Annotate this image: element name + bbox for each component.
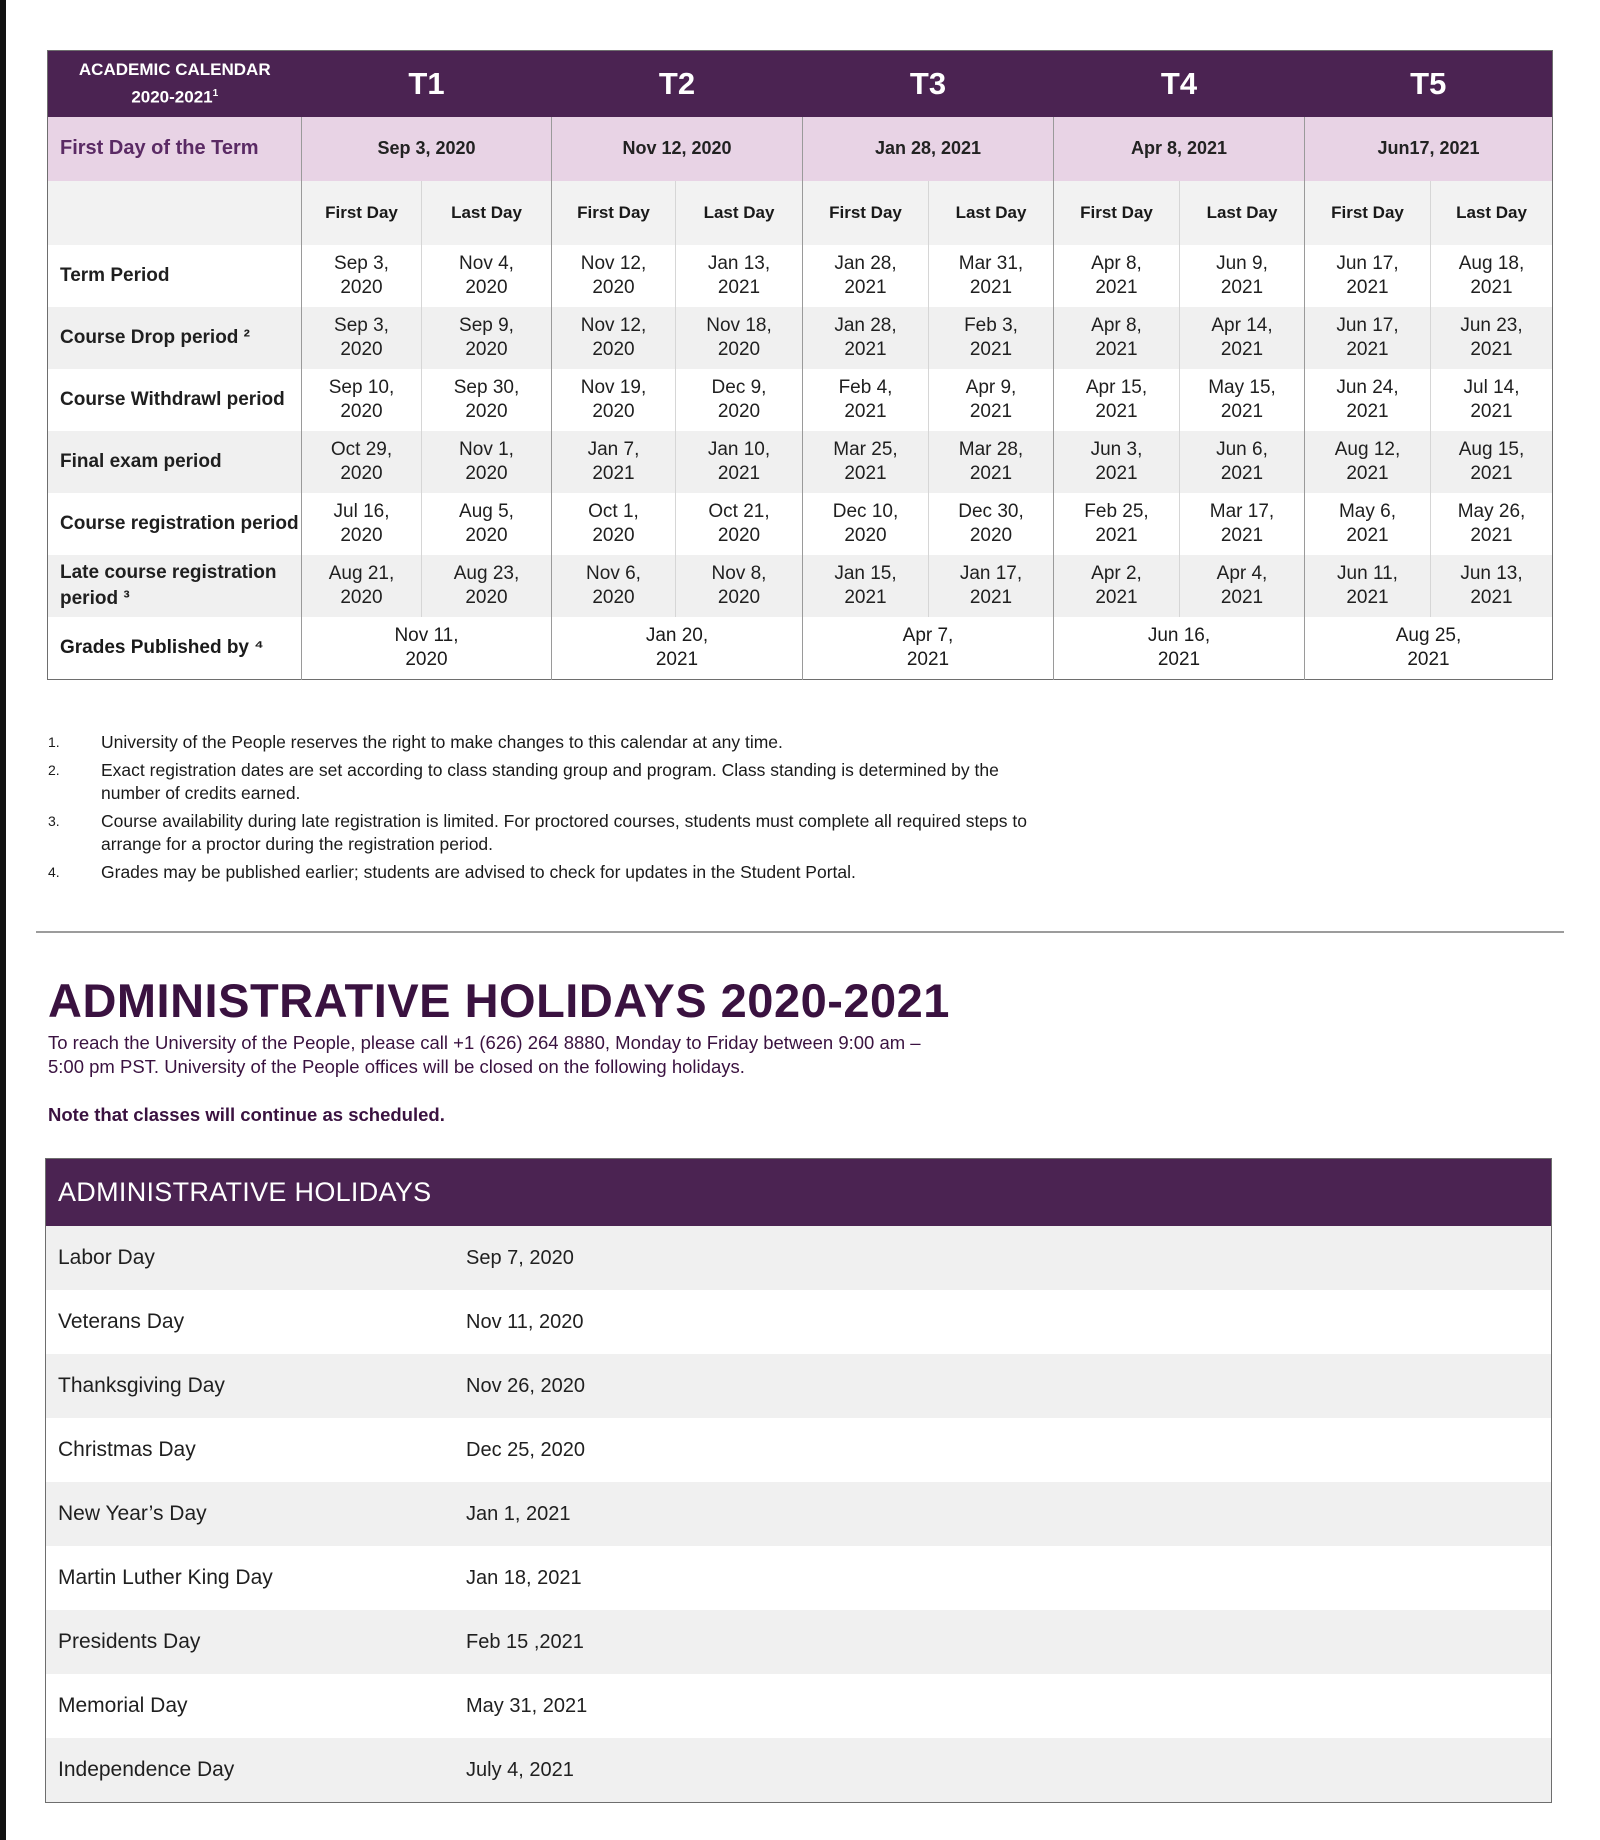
year-line: 2021 [1220, 586, 1264, 608]
row-label: Final exam period [48, 431, 302, 493]
year-line: 2021 [844, 462, 887, 484]
year-line: 2021 [1470, 338, 1513, 360]
first-day-label: First Day of the Term [60, 137, 259, 159]
year-line: 2020 [340, 586, 383, 608]
date-line: Jan 17, [959, 562, 1023, 584]
year-line: 2021 [1346, 276, 1389, 298]
year-line: 2020 [465, 462, 508, 484]
subheader-blank [48, 181, 302, 245]
footnote-number: 3. [48, 813, 60, 829]
calendar-title-line1: ACADEMIC CALENDAR [78, 59, 271, 79]
year-line: 2020 [340, 400, 383, 422]
year-line: 2020 [340, 524, 383, 546]
term-heading: T3 [909, 65, 947, 101]
year-line: 2021 [1095, 400, 1138, 422]
date-line: Oct 21, [708, 500, 770, 522]
first-last-subheader-row [48, 181, 1553, 245]
holiday-date: Nov 26, 2020 [466, 1374, 585, 1397]
date-line: May 6, [1338, 500, 1397, 522]
holiday-row [46, 1674, 1551, 1738]
holidays-table-header: ADMINISTRATIVE HOLIDAYS [46, 1159, 1551, 1226]
year-line: 2021 [1095, 276, 1138, 298]
year-line: 2020 [592, 400, 635, 422]
year-line: 2021 [592, 462, 635, 484]
holiday-date: Nov 11, 2020 [466, 1310, 584, 1333]
year-line: 2021 [1095, 524, 1138, 546]
date-cell [552, 245, 676, 307]
date-cell [1180, 369, 1305, 431]
year-line: 2021 [844, 586, 887, 608]
date-cell [803, 493, 929, 555]
year-line: 2020 [717, 338, 761, 360]
holiday-row [46, 1290, 1551, 1354]
first-day-value: Jan 28, 2021 [803, 117, 1054, 181]
holiday-name: Presidents Day [58, 1630, 201, 1653]
year-line: 2021 [1470, 276, 1513, 298]
holiday-row [46, 1418, 1551, 1482]
year-line: 2021 [844, 276, 887, 298]
year-line: 2020 [465, 338, 508, 360]
year-line: 2021 [1470, 400, 1513, 422]
date-cell [929, 431, 1054, 493]
date-cell [1305, 245, 1431, 307]
date-line: Jan 13, [707, 252, 771, 274]
term-heading: T4 [1160, 65, 1198, 101]
date-line: Sep 9, [459, 314, 514, 336]
year-line: 2021 [1407, 648, 1450, 670]
year-line: 2021 [1346, 462, 1389, 484]
footnotes [48, 731, 1048, 889]
date-cell [1054, 493, 1180, 555]
date-line: Apr 14, [1211, 314, 1273, 336]
date-line: Mar 31, [958, 252, 1024, 274]
date-line: Aug 25, [1395, 624, 1462, 646]
date-cell [1431, 245, 1553, 307]
date-line: Mar 25, [833, 438, 898, 460]
year-line: 2021 [717, 276, 761, 298]
date-cell [302, 431, 422, 493]
date-cell [1180, 307, 1305, 369]
term-heading: T5 [1410, 65, 1447, 101]
date-line: Jan 28, [834, 252, 897, 274]
calendar-row [48, 493, 1553, 555]
admin-holidays-intro: To reach the University of the People, please call +1 (626) 264 8880, Monday to Friday between 9:00 am – 5:00 pm PST. University of the People offices will be closed on the following holidays. [48, 1032, 921, 1077]
date-line: Sep 30, [453, 376, 520, 398]
year-line: 2020 [717, 524, 761, 546]
date-cell [1431, 493, 1553, 555]
date-cell [1431, 555, 1553, 617]
holiday-name: Independence Day [58, 1758, 235, 1781]
footnote-number: 2. [48, 762, 60, 778]
date-line: Jun 13, [1460, 562, 1523, 584]
date-cell [929, 369, 1054, 431]
date-line: Jan 20, [645, 624, 709, 646]
date-cell [676, 245, 803, 307]
academic-calendar-table [47, 50, 1553, 680]
date-cell [552, 555, 676, 617]
year-line: 2021 [844, 338, 887, 360]
year-line: 2020 [465, 524, 508, 546]
date-cell [422, 555, 552, 617]
first-day-subheader: First Day [1054, 181, 1180, 245]
date-line: Nov 12, [580, 314, 647, 336]
date-cell [302, 307, 422, 369]
holiday-date: Feb 15 ,2021 [466, 1630, 584, 1653]
grades-label: Grades Published by ⁴ [48, 617, 302, 680]
date-line: Jun 6, [1216, 438, 1268, 460]
year-line: 2021 [906, 648, 950, 670]
footnote-number: 1. [48, 734, 60, 750]
date-cell [929, 245, 1054, 307]
first-day-value: Jun17, 2021 [1305, 117, 1553, 181]
year-line: 2020 [844, 524, 887, 546]
date-line: Dec 10, [832, 500, 899, 522]
calendar-header-row [48, 51, 1553, 117]
date-cell [422, 307, 552, 369]
footnote [48, 759, 1048, 805]
date-cell [552, 369, 676, 431]
date-line: Nov 1, [459, 438, 514, 460]
year-line: 2021 [1470, 524, 1513, 546]
holiday-date: Sep 7, 2020 [466, 1246, 574, 1269]
first-day-value: Sep 3, 2020 [302, 117, 552, 181]
grades-cell [302, 617, 552, 680]
last-day-subheader: Last Day [422, 181, 552, 245]
footnote-text: Course availability during late registration is limited. For proctored courses, students must complete all required steps to arrange for a proctor during the registration period. [101, 811, 1027, 854]
date-line: Nov 8, [711, 562, 767, 584]
year-line: 2020 [405, 648, 448, 670]
footnote [48, 810, 1048, 856]
date-cell [1305, 493, 1431, 555]
date-line: May 26, [1457, 500, 1526, 522]
first-day-value: Nov 12, 2020 [552, 117, 803, 181]
date-line: Jun 23, [1460, 314, 1523, 336]
date-line: Apr 8, [1091, 314, 1142, 336]
date-line: Jun 17, [1336, 314, 1399, 336]
date-cell [1054, 369, 1180, 431]
date-cell [676, 431, 803, 493]
date-line: Jun 24, [1336, 376, 1399, 398]
calendar-title-footnote-ref: 1 [212, 87, 219, 99]
calendar-row [48, 369, 1553, 431]
grades-cell [552, 617, 803, 680]
row-label: Course registration period [48, 493, 302, 555]
date-cell [803, 555, 929, 617]
date-cell [1431, 431, 1553, 493]
date-cell [803, 245, 929, 307]
date-line: Jun 11, [1337, 562, 1398, 584]
calendar-title-line2: 2020-2021 [131, 87, 213, 107]
year-line: 2020 [592, 276, 635, 298]
year-line: 2020 [592, 338, 635, 360]
year-line: 2021 [1470, 586, 1513, 608]
date-line: Sep 10, [328, 376, 395, 398]
date-line: Nov 18, [706, 314, 772, 336]
holiday-name: Christmas Day [58, 1438, 196, 1461]
date-line: Nov 19, [580, 376, 647, 398]
year-line: 2021 [655, 648, 699, 670]
footnote-text: Exact registration dates are set according to class standing group and program. Class standing is determined by the number of credits earned. [101, 760, 999, 803]
date-cell [1054, 245, 1180, 307]
calendar-row [48, 431, 1553, 493]
year-line: 2020 [340, 338, 383, 360]
holiday-date: Jan 18, 2021 [466, 1566, 582, 1589]
last-day-subheader: Last Day [929, 181, 1054, 245]
date-line: Apr 8, [1091, 252, 1142, 274]
year-line: 2021 [1346, 338, 1389, 360]
date-line: Jul 14, [1463, 376, 1520, 398]
date-line: Dec 30, [958, 500, 1024, 522]
date-line: Jan 28, [834, 314, 897, 336]
row-label: Course Withdrawl period [48, 369, 302, 431]
date-line: Aug 21, [328, 562, 395, 584]
last-day-subheader: Last Day [1180, 181, 1305, 245]
year-line: 2021 [1220, 462, 1264, 484]
date-cell [1054, 555, 1180, 617]
term-heading: T1 [408, 65, 445, 101]
date-line: Sep 3, [334, 252, 389, 274]
row-label: Late course registration period ³ [48, 555, 302, 617]
date-cell [929, 307, 1054, 369]
date-line: Jan 7, [587, 438, 640, 460]
date-line: Aug 23, [453, 562, 520, 584]
year-line: 2021 [1095, 586, 1138, 608]
date-cell [1180, 555, 1305, 617]
date-line: Aug 15, [1458, 438, 1525, 460]
year-line: 2021 [1157, 648, 1201, 670]
date-cell [676, 369, 803, 431]
calendar-row [48, 245, 1553, 307]
year-line: 2021 [1095, 338, 1138, 360]
holiday-row [46, 1546, 1551, 1610]
date-cell [803, 431, 929, 493]
date-cell [1431, 307, 1553, 369]
date-line: Apr 15, [1085, 376, 1148, 398]
date-cell [1305, 431, 1431, 493]
year-line: 2020 [465, 276, 508, 298]
date-cell [1305, 555, 1431, 617]
date-line: Nov 4, [459, 252, 514, 274]
date-cell [552, 307, 676, 369]
date-cell [422, 431, 552, 493]
first-day-subheader: First Day [1305, 181, 1431, 245]
date-cell [676, 493, 803, 555]
date-cell [552, 493, 676, 555]
admin-holidays-note: Note that classes will continue as scheduled. [48, 1104, 445, 1125]
date-cell [803, 307, 929, 369]
date-cell [1305, 369, 1431, 431]
holiday-date: Jan 1, 2021 [466, 1502, 571, 1525]
year-line: 2021 [1220, 524, 1264, 546]
date-line: Oct 29, [330, 438, 393, 460]
year-line: 2021 [1470, 462, 1513, 484]
date-line: Apr 4, [1216, 562, 1268, 584]
date-line: Jun 9, [1216, 252, 1268, 274]
holiday-date: May 31, 2021 [466, 1694, 588, 1717]
calendar-row [48, 555, 1553, 617]
holiday-row [46, 1610, 1551, 1674]
first-day-value: Apr 8, 2021 [1054, 117, 1305, 181]
date-cell [929, 493, 1054, 555]
year-line: 2021 [969, 338, 1013, 360]
year-line: 2020 [340, 276, 383, 298]
year-line: 2020 [717, 586, 761, 608]
date-cell [1180, 431, 1305, 493]
date-line: Oct 1, [588, 500, 639, 522]
year-line: 2021 [1220, 338, 1264, 360]
last-day-subheader: Last Day [676, 181, 803, 245]
holiday-name: Labor Day [58, 1246, 155, 1269]
date-line: Feb 25, [1084, 500, 1149, 522]
holiday-row [46, 1226, 1551, 1290]
date-line: Apr 9, [965, 376, 1017, 398]
term-heading: T2 [658, 65, 696, 101]
date-line: Jan 10, [707, 438, 771, 460]
first-day-row [48, 117, 1553, 181]
date-line: Dec 9, [711, 376, 767, 398]
row-label: Term Period [48, 245, 302, 307]
first-day-subheader: First Day [803, 181, 929, 245]
date-cell [1180, 245, 1305, 307]
first-day-subheader: First Day [552, 181, 676, 245]
date-cell [422, 493, 552, 555]
year-line: 2020 [340, 462, 383, 484]
date-cell [676, 307, 803, 369]
row-label: Course Drop period ² [48, 307, 302, 369]
date-cell [552, 431, 676, 493]
year-line: 2021 [1346, 400, 1389, 422]
year-line: 2020 [592, 586, 635, 608]
holiday-name: Martin Luther King Day [58, 1566, 273, 1589]
year-line: 2021 [1346, 524, 1389, 546]
holiday-row [46, 1482, 1551, 1546]
date-cell [1054, 307, 1180, 369]
year-line: 2020 [969, 524, 1013, 546]
holiday-name: Veterans Day [58, 1310, 185, 1333]
section-divider [36, 931, 1564, 933]
date-cell [302, 493, 422, 555]
year-line: 2020 [465, 586, 508, 608]
footnote-text: University of the People reserves the right to make changes to this calendar at any time. [101, 732, 783, 752]
holiday-row [46, 1738, 1551, 1802]
date-cell [1305, 307, 1431, 369]
footnote-text: Grades may be published earlier; students are advised to check for updates in the Student Portal. [101, 862, 856, 882]
year-line: 2020 [592, 524, 635, 546]
year-line: 2021 [717, 462, 761, 484]
date-line: Feb 4, [838, 376, 893, 398]
year-line: 2020 [717, 400, 761, 422]
date-cell [302, 555, 422, 617]
grades-published-row [48, 617, 1553, 680]
date-line: Sep 3, [334, 314, 389, 336]
date-line: Jul 16, [333, 500, 390, 522]
calendar-title [48, 51, 302, 117]
date-line: Jun 17, [1336, 252, 1399, 274]
date-cell [302, 245, 422, 307]
year-line: 2021 [1346, 586, 1389, 608]
admin-holidays-table [45, 1158, 1552, 1803]
last-day-subheader: Last Day [1431, 181, 1553, 245]
date-line: Aug 18, [1458, 252, 1525, 274]
year-line: 2021 [969, 586, 1013, 608]
holiday-name: New Year’s Day [58, 1502, 207, 1525]
year-line: 2020 [465, 400, 508, 422]
holiday-date: Dec 25, 2020 [466, 1438, 585, 1461]
date-cell [1054, 431, 1180, 493]
date-line: Nov 6, [586, 562, 641, 584]
date-cell [302, 369, 422, 431]
date-line: May 15, [1208, 376, 1276, 398]
footnote [48, 731, 1048, 754]
date-cell [929, 555, 1054, 617]
holiday-name: Thanksgiving Day [58, 1374, 225, 1397]
first-day-subheader: First Day [302, 181, 422, 245]
date-cell [1431, 369, 1553, 431]
date-line: Feb 3, [964, 314, 1018, 336]
date-line: Mar 28, [958, 438, 1024, 460]
date-cell [803, 369, 929, 431]
grades-cell [1305, 617, 1553, 680]
date-line: Jun 16, [1147, 624, 1211, 646]
date-line: Apr 2, [1091, 562, 1142, 584]
date-line: Aug 12, [1334, 438, 1401, 460]
date-cell [422, 369, 552, 431]
footnote-number: 4. [48, 864, 60, 880]
date-line: Aug 5, [459, 500, 514, 522]
holiday-row [46, 1354, 1551, 1418]
date-line: Nov 12, [580, 252, 647, 274]
year-line: 2021 [969, 276, 1013, 298]
holiday-name: Memorial Day [58, 1694, 188, 1717]
page-left-edge [0, 0, 6, 1840]
year-line: 2021 [844, 400, 887, 422]
year-line: 2021 [1220, 276, 1264, 298]
footnote [48, 861, 1048, 884]
date-cell [422, 245, 552, 307]
date-line: Apr 7, [902, 624, 954, 646]
year-line: 2021 [969, 400, 1013, 422]
year-line: 2021 [1220, 400, 1264, 422]
holiday-date: July 4, 2021 [466, 1758, 574, 1781]
year-line: 2021 [1095, 462, 1138, 484]
date-line: Mar 17, [1209, 500, 1275, 522]
calendar-row [48, 307, 1553, 369]
admin-holidays-title: ADMINISTRATIVE HOLIDAYS 2020-2021 [48, 974, 950, 1027]
date-line: Jun 3, [1090, 438, 1143, 460]
grades-cell [803, 617, 1054, 680]
date-line: Jan 15, [834, 562, 897, 584]
grades-cell [1054, 617, 1305, 680]
year-line: 2021 [969, 462, 1013, 484]
date-cell [1180, 493, 1305, 555]
date-cell [676, 555, 803, 617]
date-line: Nov 11, [394, 624, 459, 646]
